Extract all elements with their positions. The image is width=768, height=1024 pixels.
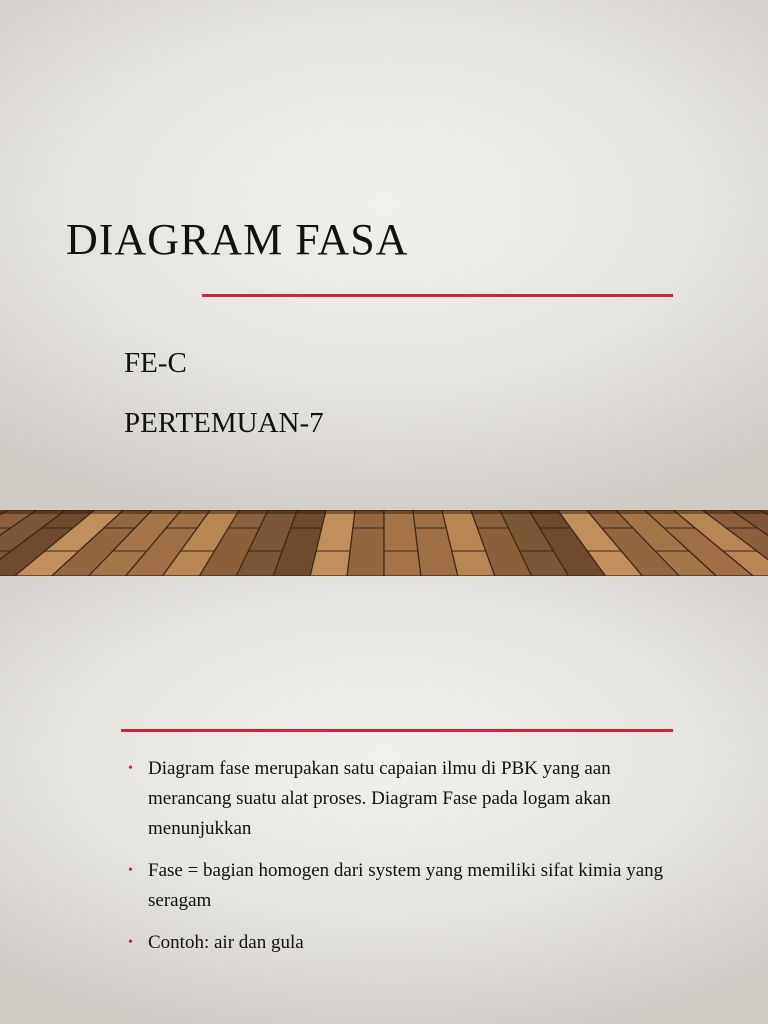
bullet-item <box>128 928 668 958</box>
bullet-text: Contoh: air dan gula <box>148 932 304 953</box>
bullet-list <box>128 754 668 970</box>
bullet-dot-icon: • <box>128 761 133 776</box>
floor-shadow <box>0 510 768 514</box>
bullet-dot-icon: • <box>128 863 133 878</box>
wood-planks <box>0 510 768 576</box>
subtitle-line-1: FE-C <box>124 347 187 379</box>
content-divider <box>121 729 673 732</box>
subtitle-line-2: PERTEMUAN-7 <box>124 407 324 439</box>
bullet-item <box>128 754 668 844</box>
bullet-text: Fase = bagian homogen dari system yang memiliki sifat kimia yang seragam <box>148 860 664 911</box>
bullet-dot-icon: • <box>128 935 133 950</box>
slide-title-text: DIAGRAM FASA <box>66 215 409 264</box>
bullet-item <box>128 856 668 916</box>
title-divider <box>202 294 673 297</box>
bullet-text: Diagram fase merupakan satu capaian ilmu di PBK yang aan merancang suatu alat proses. Diagram Fase pada logam akan menunjukkan <box>148 758 611 839</box>
wood-floor-decoration <box>0 510 768 576</box>
slide-content <box>0 576 768 1024</box>
